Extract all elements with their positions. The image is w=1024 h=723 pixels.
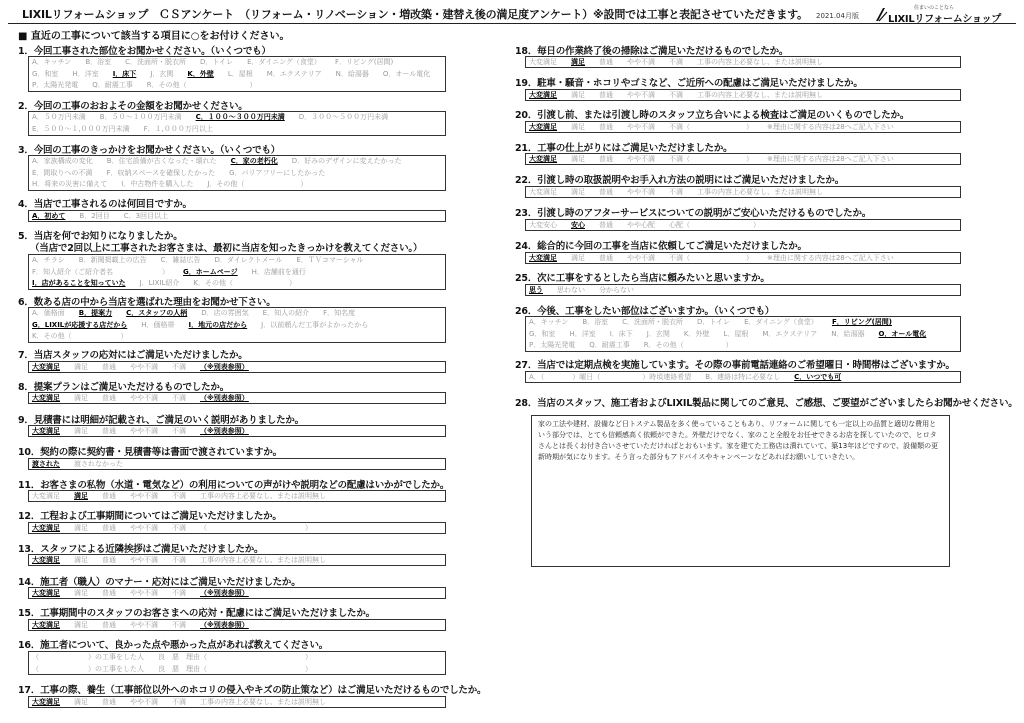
- option[interactable]: P．太陽光発電: [529, 341, 576, 349]
- option-row: [32, 652, 326, 662]
- option[interactable]: 普通: [599, 221, 613, 229]
- option[interactable]: 満足: [74, 589, 88, 597]
- option-row: [32, 112, 402, 122]
- option[interactable]: やや不満: [627, 91, 655, 99]
- question-title: 4．当店で工事されるのは何回目ですか。: [18, 199, 192, 210]
- option[interactable]: D．トイレ: [200, 58, 234, 66]
- option[interactable]: G．和室: [529, 329, 556, 338]
- option[interactable]: R．その他（ ）: [146, 81, 257, 89]
- option[interactable]: やや不満: [627, 123, 655, 131]
- option-row: [32, 255, 378, 265]
- option[interactable]: A．キッチン: [529, 318, 569, 326]
- option-row: [32, 523, 326, 533]
- option-row: [32, 168, 339, 178]
- option[interactable]: 満足: [571, 155, 585, 163]
- option-row: [32, 278, 310, 288]
- option[interactable]: K．外壁: [683, 329, 710, 338]
- option[interactable]: D．ダイレクトメール: [214, 256, 283, 264]
- option[interactable]: D．３００～５００万円未満: [298, 113, 389, 121]
- question-title: 7．当店スタッフの応対にはご満足いただけましたか。: [18, 350, 248, 361]
- option[interactable]: 普通: [102, 698, 116, 706]
- question-title: 18．毎日の作業終了後の掃除はご満足いただけるものでしたか。: [515, 46, 789, 57]
- option[interactable]: K．その他（ ）: [32, 332, 128, 340]
- option[interactable]: 満足: [74, 698, 88, 706]
- option[interactable]: 不満: [669, 91, 683, 99]
- option[interactable]: （ ）の工事をした人 良 悪 理由（ ）: [32, 653, 312, 661]
- selected-option[interactable]: 大変満足: [32, 363, 60, 371]
- option[interactable]: 満足: [74, 524, 88, 532]
- option[interactable]: 工事の内容上必要なし、または説明無し: [200, 492, 326, 500]
- option[interactable]: 不満: [172, 492, 186, 500]
- selected-option[interactable]: 安心: [571, 221, 585, 229]
- option[interactable]: A．５０万円未満: [32, 113, 86, 121]
- option[interactable]: G．バリアフリーにしたかった: [229, 168, 326, 177]
- option[interactable]: 不満: [669, 58, 683, 66]
- selected-option[interactable]: G．ホームページ: [183, 267, 238, 276]
- option[interactable]: 満足: [571, 91, 585, 99]
- option[interactable]: O．オール電化: [382, 69, 431, 78]
- question-title: 26．今後、工事をしたい部位はございますか。（いくつでも）: [515, 306, 775, 317]
- option[interactable]: 不満（ ）: [669, 123, 753, 131]
- option[interactable]: 不満（ ）: [669, 155, 753, 163]
- option[interactable]: 大変満足: [32, 492, 60, 500]
- option[interactable]: 不満（ ）: [669, 254, 753, 262]
- option[interactable]: B．新聞掲載上の広告: [78, 256, 147, 264]
- option[interactable]: 不満: [172, 698, 186, 706]
- option-row: [32, 620, 263, 630]
- option[interactable]: やや不満: [130, 556, 158, 564]
- selected-option[interactable]: 大変満足: [32, 698, 60, 706]
- option[interactable]: 普通: [599, 123, 613, 131]
- question-title: 23．引渡し時のアフターサービスについての説明がご安心いただけるものでしたか。: [515, 208, 872, 219]
- option-row: [32, 320, 382, 330]
- option[interactable]: G．和室: [32, 69, 59, 78]
- option[interactable]: 普通: [102, 427, 116, 435]
- option-row: [529, 187, 837, 197]
- option[interactable]: C．3回目以上: [123, 212, 169, 220]
- option[interactable]: B．浴室: [582, 318, 609, 326]
- option[interactable]: E．５００～１,０００万円未満: [32, 124, 130, 133]
- option[interactable]: 不満: [172, 556, 186, 564]
- option[interactable]: やや不満: [130, 394, 158, 402]
- option[interactable]: ※理由に関する内容は28へご記入下さい: [767, 155, 894, 163]
- option[interactable]: 大変安心: [529, 221, 557, 229]
- option-row: [32, 555, 340, 565]
- option-row: [32, 331, 142, 341]
- option[interactable]: 不満: [172, 621, 186, 629]
- option[interactable]: C．洗面所・脱衣所: [622, 318, 684, 326]
- question-title: 20．引渡し前、または引渡し時のスタッフ立ち合いによる検査はご満足のいくものでしたか。: [515, 110, 910, 121]
- question-title: 22．引渡し時の取扱説明やお手入れ方法の説明にはご満足いただけましたか。: [515, 175, 845, 186]
- question-title: 2．今回の工事のおおよその金額をお聞かせください。: [18, 101, 248, 112]
- option[interactable]: やや心配: [627, 221, 655, 229]
- option[interactable]: E．間取りへの不満: [32, 168, 93, 177]
- question-title: 3．今回の工事のきっかけをお聞かせください。（いくつでも）: [18, 145, 281, 156]
- option[interactable]: 普通: [102, 363, 116, 371]
- question-title: 25．次に工事をするとしたら当店に頼みたいと思いますか。: [515, 273, 770, 284]
- option[interactable]: やや不満: [130, 427, 158, 435]
- option[interactable]: H．洋室: [72, 69, 99, 78]
- option[interactable]: B．住宅設備が古くなった・壊れた: [106, 157, 217, 165]
- option[interactable]: N．給湯器: [335, 69, 369, 78]
- selected-option[interactable]: 大変満足: [32, 556, 60, 564]
- selected-option[interactable]: 渡された: [32, 460, 60, 468]
- option[interactable]: A．家族構成の変化: [32, 157, 93, 165]
- option-row: [32, 426, 263, 436]
- option-row: [32, 459, 137, 469]
- option[interactable]: 普通: [599, 254, 613, 262]
- option[interactable]: D．好みのデザインに変えたかった: [291, 157, 402, 165]
- option[interactable]: 満足: [571, 123, 585, 131]
- option[interactable]: 普通: [102, 621, 116, 629]
- selected-option[interactable]: 大変満足: [32, 394, 60, 402]
- option-row: [32, 69, 444, 79]
- option[interactable]: D．店の雰囲気: [201, 309, 249, 317]
- option[interactable]: B．連絡は特に必要なし: [705, 373, 781, 381]
- question-title: 5．当店を何でお知りになりましたか。: [18, 231, 183, 242]
- survey-title: LIXILリフォームショップ ＣＳアンケート （リフォーム・リノベーション・増改築・建替え後の満足度アンケート）※設問では工事と表記させていただきます。: [22, 8, 808, 21]
- option[interactable]: 普通: [599, 91, 613, 99]
- option[interactable]: やや不満: [130, 589, 158, 597]
- option-row: [529, 253, 908, 263]
- option[interactable]: 思わない: [557, 286, 585, 294]
- option[interactable]: 不満: [172, 589, 186, 597]
- option-row: [32, 308, 369, 318]
- option[interactable]: （ ）の工事をした人 良 悪 理由（ ）: [32, 664, 312, 673]
- option-row: [32, 179, 321, 189]
- logo-tagline: 住まいのことなら: [914, 5, 955, 11]
- option[interactable]: F．１,０００万円以上: [143, 124, 213, 133]
- option[interactable]: R．その他（ ）: [643, 341, 733, 349]
- option[interactable]: 満足: [74, 394, 88, 402]
- option-row: [529, 372, 855, 382]
- comment-text: 家の工法や建材、設備など日トステム製品を多く使っていることもあり、リフォームに関しても一定以上の品質と適切な費用という部分では、とても信頼感高く依頼ができた。外壁だけでなく、家のこと全般をお任せできるお店を探していたので、ヒロタさんとは長くお付き合いさせていただければとおもいます。家を建てた工務店は潰れていて、築13年ほどですので、設備類の更新時期が気になります。そう言った部分もアドバイスやキャンペーンなどあればお願いしていきたい。: [538, 420, 939, 461]
- question-title: 15．工事期間中のスタッフのお客さまへの応対・配慮にはご満足いただけましたか。: [18, 608, 375, 619]
- selected-option[interactable]: A．初めて: [32, 212, 66, 220]
- option[interactable]: 普通: [102, 556, 116, 564]
- option[interactable]: やや不満: [130, 492, 158, 500]
- option[interactable]: 不満: [172, 524, 186, 532]
- selected-option[interactable]: C．いつでも可: [794, 373, 842, 381]
- option[interactable]: 満足: [571, 188, 585, 196]
- option[interactable]: J．玄関: [646, 329, 670, 338]
- option-row: [32, 491, 340, 501]
- option[interactable]: やや不満: [627, 188, 655, 196]
- option-row: [32, 124, 227, 134]
- option[interactable]: I．床下: [609, 329, 633, 338]
- option[interactable]: B．2回目: [79, 212, 110, 220]
- option[interactable]: 普通: [102, 394, 116, 402]
- option[interactable]: F．知人紹介（ご紹介者名 ）: [32, 267, 170, 276]
- selected-option[interactable]: I．床下: [112, 69, 137, 78]
- option[interactable]: 心配（ ）: [669, 221, 760, 229]
- option-row: [529, 340, 747, 350]
- selected-option[interactable]: 大変満足: [529, 254, 557, 262]
- option[interactable]: 工事の内容上必要なし、または説明無し: [200, 698, 326, 706]
- option[interactable]: E．ＴＶコマーシャル: [296, 256, 364, 264]
- option[interactable]: K．その他（ ）: [193, 279, 296, 287]
- option[interactable]: E．ダイニング（食堂）: [247, 58, 321, 66]
- selected-option[interactable]: G．LIXILが応援する店だから: [32, 320, 128, 329]
- option[interactable]: 普通: [599, 155, 613, 163]
- option[interactable]: F．知名度: [323, 309, 356, 317]
- option[interactable]: M．エクステリア: [266, 69, 322, 78]
- option[interactable]: J．以前頼んだ工事がよかったから: [261, 320, 369, 329]
- option[interactable]: （ ）: [200, 524, 312, 532]
- selected-option[interactable]: I．地元の店だから: [188, 320, 248, 329]
- option-row: [529, 329, 940, 339]
- question-title: 21．工事の仕上がりにはご満足いただけましたか。: [515, 143, 733, 154]
- question-title: 9．見積書には明細が記載され、ご満足のいく説明がありましたか。: [18, 415, 304, 426]
- option[interactable]: 普通: [599, 188, 613, 196]
- option[interactable]: 工事の内容上必要なし、または説明無し: [697, 58, 823, 66]
- option[interactable]: C．雑誌広告: [160, 256, 201, 264]
- option-row: [32, 362, 263, 372]
- option[interactable]: 普通: [102, 524, 116, 532]
- option[interactable]: やや不満: [130, 363, 158, 371]
- option[interactable]: 普通: [102, 492, 116, 500]
- question-title: 12．工程および工事期間についてはご満足いただけましたか。: [18, 511, 282, 522]
- question-title: 14．施工者（職人）のマナー・応対にはご満足いただけましたか。: [18, 577, 301, 588]
- option[interactable]: 工事の内容上必要なし、または説明無し: [697, 91, 823, 99]
- option[interactable]: 大変満足: [529, 188, 557, 196]
- selected-option[interactable]: 満足: [74, 492, 88, 500]
- option[interactable]: 満足: [571, 254, 585, 262]
- selected-option[interactable]: C．１００～３００万円未満: [195, 113, 285, 121]
- option[interactable]: J．玄関: [150, 69, 174, 78]
- option-row: [32, 588, 263, 598]
- lixil-logo: [874, 4, 1014, 24]
- option[interactable]: E．知人の紹介: [262, 309, 310, 317]
- selected-option[interactable]: O．オール電化: [878, 329, 927, 338]
- option[interactable]: 工事の内容上必要なし、または説明無し: [697, 188, 823, 196]
- option[interactable]: 普通: [599, 58, 613, 66]
- option[interactable]: Q．耐震工事: [589, 341, 630, 349]
- option[interactable]: A．チラシ: [32, 256, 65, 264]
- option[interactable]: やや不満: [130, 698, 158, 706]
- option[interactable]: N．給湯器: [831, 329, 865, 338]
- selected-option[interactable]: B．提案力: [78, 309, 113, 317]
- selected-option[interactable]: 大変満足: [529, 91, 557, 99]
- option-row: [32, 393, 263, 403]
- logo-mark-icon: [874, 6, 888, 22]
- option-row: [32, 267, 320, 277]
- option[interactable]: H．洋室: [569, 329, 596, 338]
- question-title: 17．工事の際、養生（工事部位以外へのホコリの侵入やキズの防止策など）はご満足いただけるものでしたか。: [18, 685, 487, 696]
- option-row: [529, 220, 774, 230]
- option[interactable]: 不満: [172, 394, 186, 402]
- selected-option[interactable]: 思う: [529, 286, 543, 294]
- option[interactable]: B．浴室: [85, 58, 112, 66]
- question-title: 10．契約の際に契約書・見積書等は書面で渡されていますか。: [18, 447, 282, 458]
- selected-option[interactable]: I．店があることを知っていた: [32, 279, 126, 287]
- option[interactable]: 分からない: [599, 286, 634, 294]
- option[interactable]: 工事の内容上必要なし、または説明無し: [200, 556, 326, 564]
- option-row: [32, 57, 407, 67]
- selected-option[interactable]: F．リビング(居間): [831, 318, 892, 326]
- selected-option[interactable]: （※別表参照）: [200, 621, 249, 629]
- selected-option[interactable]: 大変満足: [529, 123, 557, 131]
- selected-option[interactable]: C．スタッフの人柄: [126, 309, 188, 317]
- option[interactable]: P．太陽光発電: [32, 81, 79, 89]
- option[interactable]: F．収納スペースを確保したかった: [106, 168, 216, 177]
- question-subtitle: （当店で2回以上に工事されたお客さまは、最初に当店を知ったきっかけを教えてください。）: [30, 243, 423, 254]
- option[interactable]: ※理由に関する内容は28へご記入下さい: [767, 123, 894, 131]
- instructions: ■ 直近の工事について該当する項目に○をお付けください。: [18, 31, 290, 42]
- question-title: 6．数ある店の中から当店を選ばれた理由をお聞かせ下さい。: [18, 297, 276, 308]
- selected-option[interactable]: C．家の老朽化: [230, 157, 278, 165]
- question-title: 16．施工者について、良かった点や悪かった点があれば教えてください。: [18, 640, 329, 651]
- selected-option[interactable]: 大変満足: [32, 589, 60, 597]
- option[interactable]: 不満: [172, 427, 186, 435]
- option[interactable]: L．屋根: [723, 329, 749, 338]
- logo-text: LIXILリフォームショップ: [888, 14, 1001, 25]
- question-title: 13．スタッフによる近隣挨拶はご満足いただけましたか。: [18, 544, 264, 555]
- selected-option[interactable]: （※別表参照）: [200, 589, 249, 597]
- comment-box: [531, 415, 950, 567]
- option-row: [32, 211, 182, 221]
- option-row: [529, 285, 648, 295]
- option[interactable]: 満足: [74, 621, 88, 629]
- selected-option[interactable]: （※別表参照）: [200, 427, 249, 435]
- option[interactable]: E．ダイニング（食堂）: [744, 318, 818, 326]
- option[interactable]: H．店舗前を通行: [251, 267, 306, 276]
- option[interactable]: やや不満: [130, 621, 158, 629]
- question-title: 28．当店のスタッフ、施工者およびLIXIL製品に関してのご意見、ご感想、ご要望がございましたらお聞かせください。: [515, 398, 1018, 409]
- selected-option[interactable]: 大変満足: [32, 427, 60, 435]
- selected-option[interactable]: （※別表参照）: [200, 394, 249, 402]
- option[interactable]: H．価格帯: [141, 320, 175, 329]
- selected-option[interactable]: K．外壁: [187, 69, 214, 78]
- option[interactable]: B．５０～１００万円未満: [99, 113, 182, 121]
- question-title: 8．提案プランはご満足いただけるものでしたか。: [18, 382, 230, 393]
- option[interactable]: 不満: [172, 363, 186, 371]
- option-row: [529, 122, 908, 132]
- option-row: [529, 154, 908, 164]
- option[interactable]: 大変満足: [529, 58, 557, 66]
- option-row: [32, 80, 271, 90]
- option-row: [529, 57, 837, 67]
- selected-option[interactable]: 大変満足: [529, 155, 557, 163]
- option[interactable]: 満足: [74, 363, 88, 371]
- option-row: [529, 90, 837, 100]
- option[interactable]: 満足: [74, 556, 88, 564]
- option[interactable]: 不満: [669, 188, 683, 196]
- option[interactable]: I．中古物件を購入した: [121, 180, 194, 188]
- question-title: 24．総合的に今回の工事を当店に依頼してご満足いただけましたか。: [515, 241, 807, 252]
- option[interactable]: Q．耐震工事: [92, 81, 133, 89]
- option[interactable]: やや不満: [627, 155, 655, 163]
- option[interactable]: L．屋根: [227, 69, 253, 78]
- question-title: 19．駐車・騒音・ホコリやゴミなど、ご近所への配慮はご満足いただけましたか。: [515, 78, 863, 89]
- selected-option[interactable]: 満足: [571, 58, 585, 66]
- option[interactable]: ※理由に関する内容は28へご記入下さい: [767, 254, 894, 262]
- option-row: [32, 156, 416, 166]
- selected-option[interactable]: （※別表参照）: [200, 363, 249, 371]
- option[interactable]: M．エクステリア: [762, 329, 818, 338]
- selected-option[interactable]: 大変満足: [32, 524, 60, 532]
- option[interactable]: A．価格面: [32, 309, 65, 317]
- option-row: [529, 317, 906, 327]
- header: [8, 4, 1016, 24]
- option[interactable]: D．トイレ: [697, 318, 731, 326]
- option[interactable]: A．キッチン: [32, 58, 72, 66]
- option[interactable]: 普通: [102, 589, 116, 597]
- option[interactable]: H．将来の災害に備えて: [32, 180, 108, 188]
- option[interactable]: F．リビング(居間): [334, 58, 394, 66]
- option[interactable]: やや不満: [130, 524, 158, 532]
- option[interactable]: やや不満: [627, 58, 655, 66]
- option[interactable]: C．洗面所・脱衣所: [125, 58, 187, 66]
- selected-option[interactable]: 大変満足: [32, 621, 60, 629]
- option[interactable]: J．LIXIL紹介: [139, 279, 180, 287]
- option-row: [32, 697, 340, 707]
- question-title: 27．当店では定期点検を実施しています。その際の事前電話連絡のご希望曜日・時間帯はございますか。: [515, 360, 955, 371]
- version-date: 2021.04月版: [816, 12, 859, 20]
- question-title: 1．今回工事された部位をお聞かせください。（いくつでも）: [18, 46, 271, 57]
- option[interactable]: やや不満: [627, 254, 655, 262]
- option-row: [32, 664, 326, 674]
- question-title: 11．お客さまの私物（水道・電気など）の利用についての声がけや説明などの配慮はいかがでしたか。: [18, 480, 450, 491]
- option[interactable]: A．（ ）曜日（ ）時頃連絡希望: [529, 373, 692, 381]
- option[interactable]: 満足: [74, 427, 88, 435]
- option[interactable]: J．その他（ ）: [207, 180, 308, 188]
- option[interactable]: 渡されなかった: [74, 460, 123, 468]
